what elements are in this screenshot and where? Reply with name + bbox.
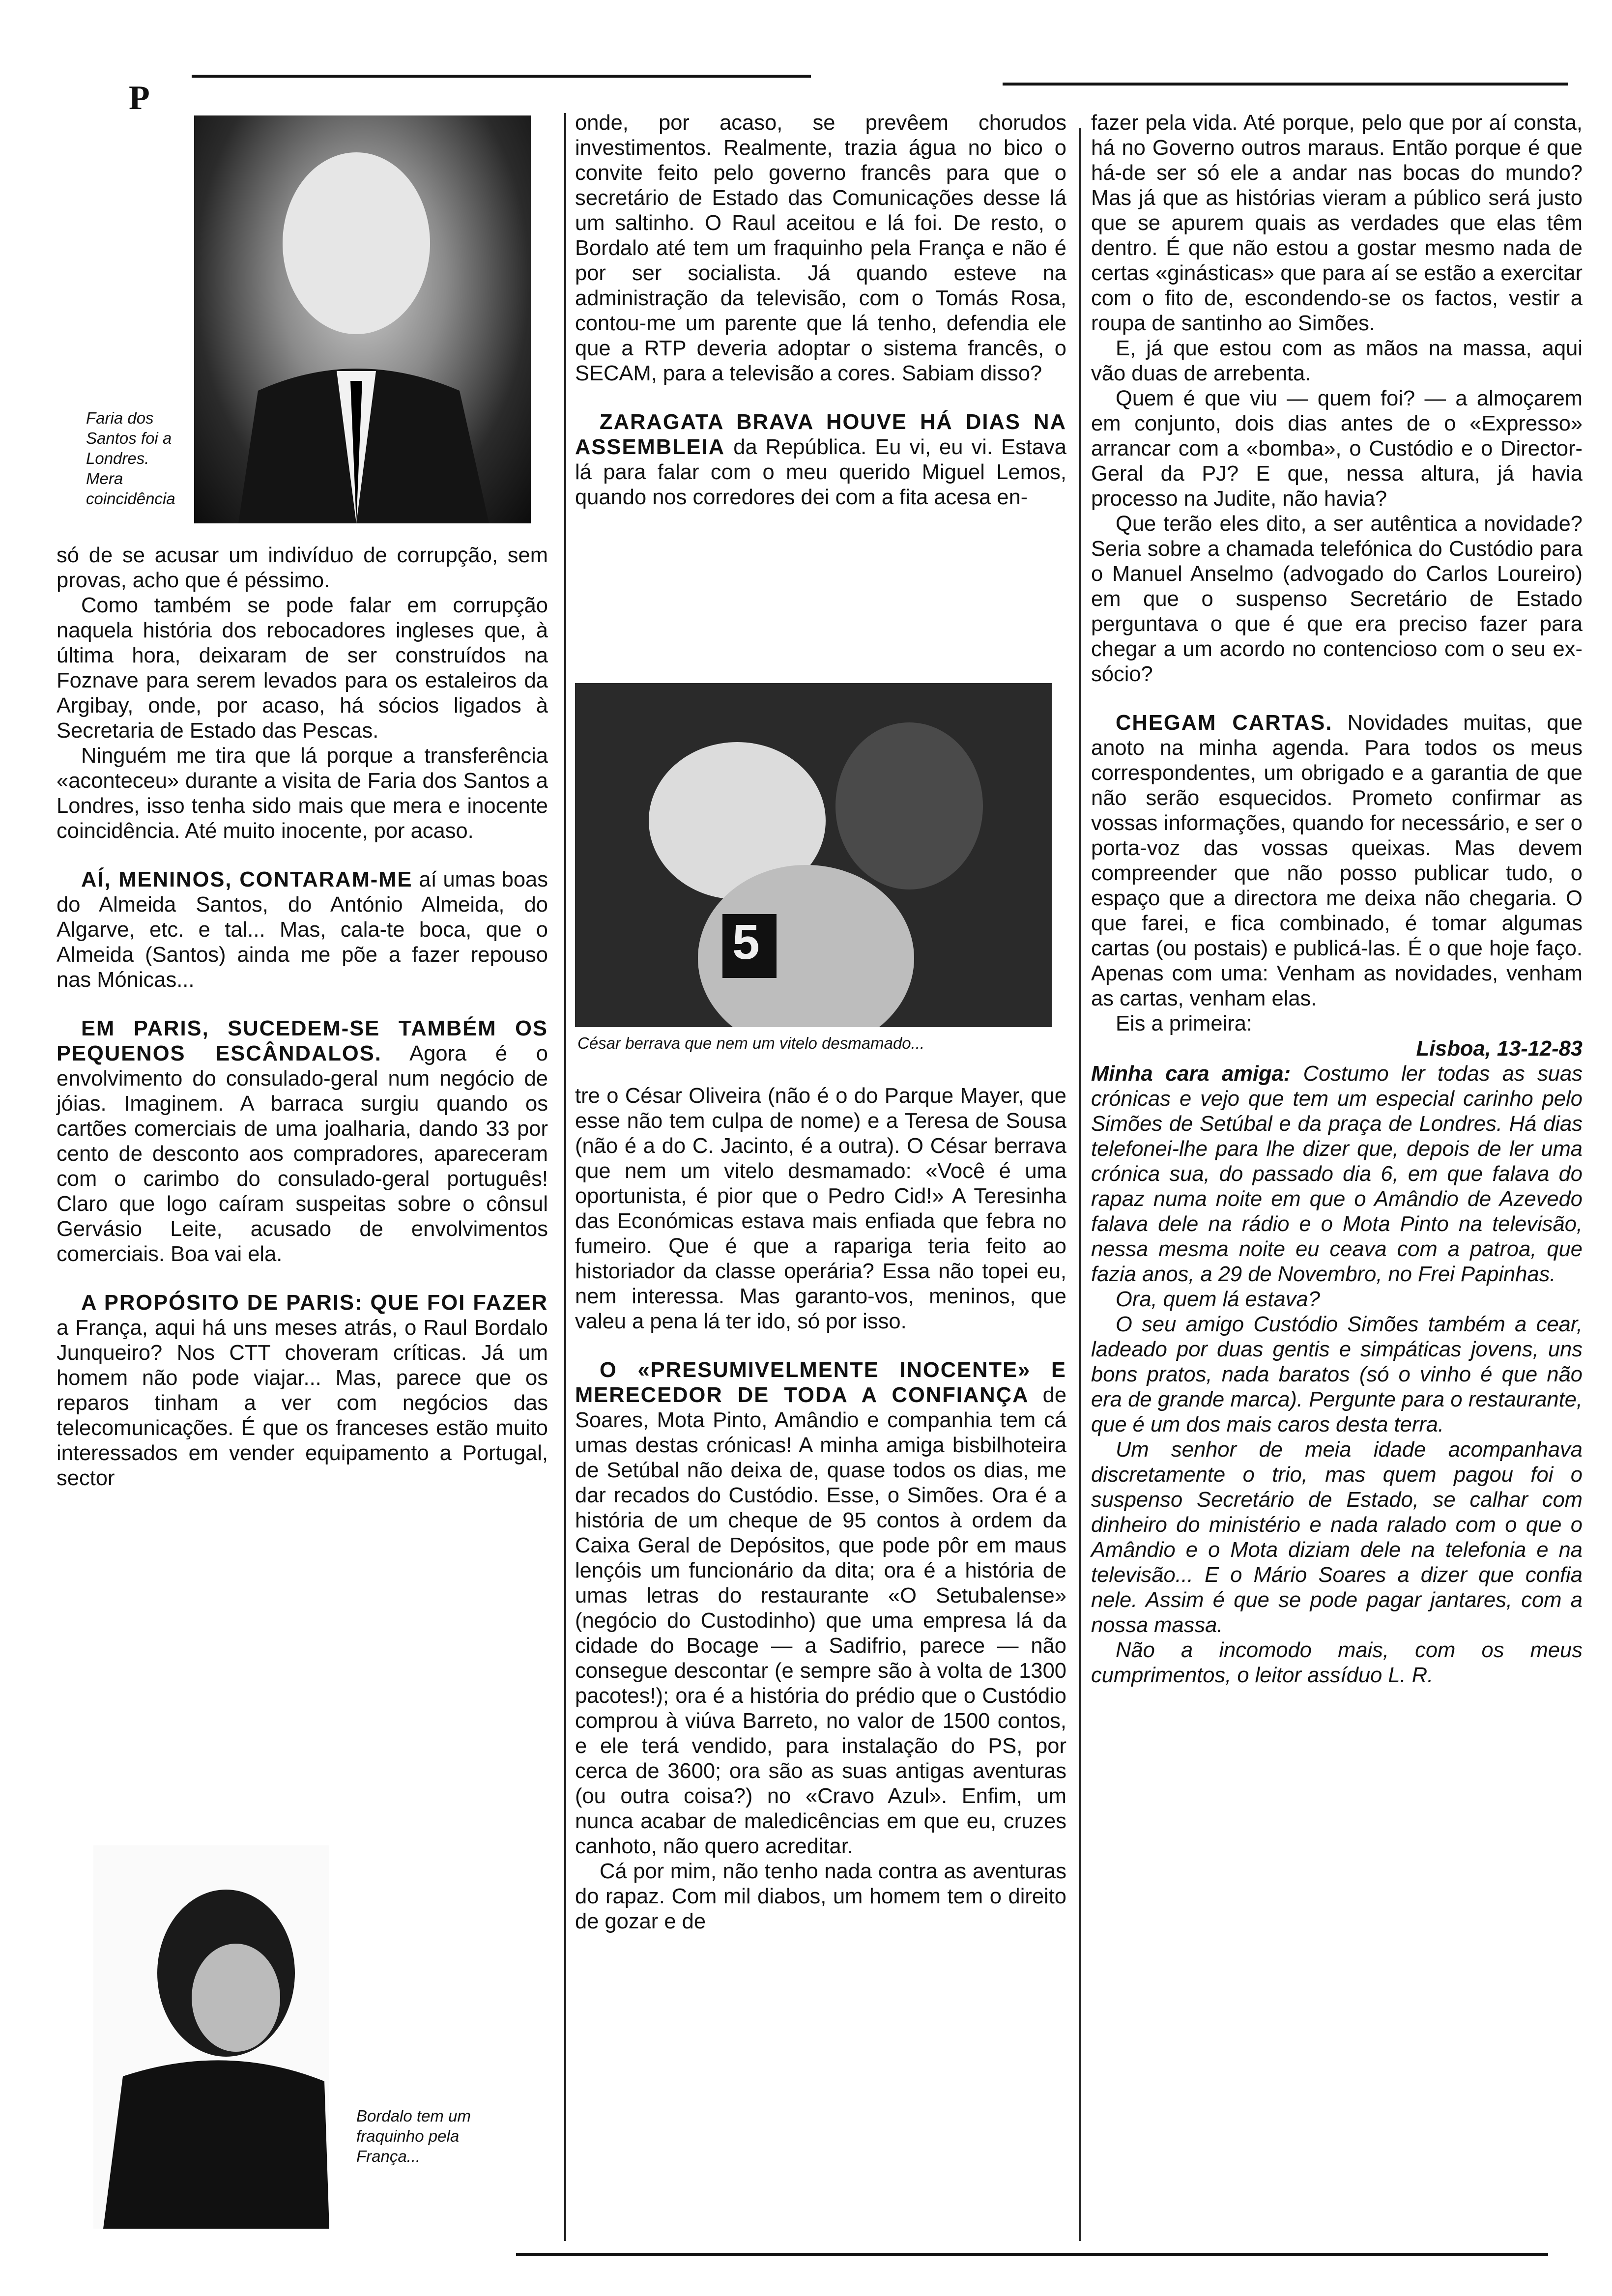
letter-signoff: Não a incomodo mais, com os meus cumprimentos, o leitor assíduo L. R.: [1091, 1638, 1583, 1687]
col3-paragraph-4: Que terão eles dito, a ser autêntica a novidade? Seria sobre a chamada telefónica do Custódio para o Manuel Anselmo (advogado do Carlos Loureiro) em que o suspenso Secretário de Estado perguntava o que é que era preciso fazer para chegar a um acordo no contencioso com o seu ex-sócio?: [1091, 512, 1583, 686]
col1-paragraph-1: só de se acusar um indivíduo de corrupção, sem provas, acho que é péssimo.: [57, 544, 548, 592]
photo-caption-cesar: César berrava que nem um vitelo desmamado...: [577, 1034, 925, 1052]
column-rule-2: [1079, 128, 1081, 2241]
letter-body-4: Um senhor de meia idade acompanhava discretamente o trio, mas quem pagou foi o suspenso Secretário de Estado, se calhar com dinheiro do ministério e nada ralado com o que o Amândio e o Mota diziam dele na telefonia e na televisão... E o Mário Soares a dizer que confia nele. Assim é que se pode pagar jantares, com a nossa massa.: [1091, 1438, 1583, 1637]
col3-paragraph-5: Eis a primeira:: [1116, 1012, 1252, 1035]
col2-section-confianca: [575, 1358, 1066, 1859]
column-2: [575, 111, 1066, 510]
col1-paragraph-2: Como também se pode falar em corrupção naquela história dos rebocadores ingleses que, à última hora, deixaram de ser construídos na Foznave para serem levados para os estaleiros da Argibay, onde, por acaso, há sócios ligados à Secretaria de Estado das Pescas.: [57, 594, 548, 743]
crowd-scene-icon: [575, 683, 1052, 1027]
col3-paragraph-3: Quem é que viu — quem foi? — a almoçarem em conjunto, dois dias antes de o «Expresso» arrancar com a «bomba», o Custódio e o Director-Geral da PJ? E que, nessa altura, já havia processo na Judite, não havia?: [1091, 387, 1583, 511]
letter-body-2: Ora, quem lá estava?: [1116, 1288, 1320, 1311]
col1-section-bordalo: [57, 1291, 548, 1491]
col3-paragraph-2: E, já que estou com as mãos na massa, aqui vão duas de arrebenta.: [1091, 337, 1583, 385]
section-heading-meninos: AÍ, MENINOS, CONTARAM-ME: [81, 868, 413, 891]
col1-paragraph-3: Ninguém me tira que lá porque a transferência «aconteceu» durante a visita de Faria dos Santos a Londres, isso tenha sido mais que mera e inocente coincidência. Até muito inocente, por acaso.: [57, 744, 548, 843]
top-rule-right: [1003, 83, 1568, 86]
column-2-lower: [575, 1084, 1066, 1934]
col1-section-paris: [57, 1016, 548, 1267]
column-rule-1: [564, 113, 566, 2241]
col3-section-cartas: [1091, 711, 1583, 1011]
section-heading-bordalo: A PROPÓSITO DE PARIS: QUE FOI FAZER: [81, 1291, 548, 1315]
photo-faria-dos-santos: [194, 115, 531, 523]
section-body-bordalo: a França, aqui há uns meses atrás, o Raul Bordalo Junqueiro? Nos CTT choveram críticas. Já um homem não pode viajar... Mas, parece que os reparos tinham a ver com negócios das telecomunicações. É que os franceses estão muito interessados em vender equipamento a Portugal, sector: [57, 1316, 548, 1490]
top-rule-left: [192, 75, 811, 78]
letter-salutation: Minha cara amiga:: [1091, 1062, 1291, 1086]
photo-caption-faria: Faria dos Santos foi a Londres. Mera coincidência: [86, 409, 175, 508]
jersey-number: 5: [732, 915, 760, 970]
section-body-cartas: Novidades muitas, que anoto na minha agenda. Para todos os meus correspondentes, um obrigado e a garantia de que não serão esquecidos. Prometo confirmar as vossas informações, quando for necessário, e ser o porta-voz das vossas queixas. Mas devem compreender que não posso publicar tudo, o espaço que a directora me deixa não chegaria. O que farei, e fica combinado, é tomar algumas cartas (ou postais) e publicá-las. É o que hoje faço. Apenas com uma: Venham as novidades, venham as cartas, venham elas.: [1091, 711, 1583, 1010]
letter-dateline: Lisboa, 13-12-83: [1416, 1037, 1583, 1061]
column-1: [57, 543, 548, 1491]
col2-paragraph-3: Cá por mim, não tenho nada contra as aventuras do rapaz. Com mil diabos, um homem tem o direito de gozar e de: [575, 1860, 1066, 1933]
portrait-silhouette-icon: [93, 1845, 329, 2229]
col1-section-almeida: [57, 867, 548, 993]
letter-body-1: Costumo ler todas as suas crónicas e vejo que tem um especial carinho pelo Simões de Setúbal e da praça de Londres. Há dias telefonei-lhe para lhe dizer que, depois de ler uma crónica sua, do passado dia 6, em que falava do rapaz numa noite em que o Amândio de Azevedo falava dele na rádio e o Mota Pinto na televisão, nessa mesma noite eu ceava com a patroa, que fazia anos, a 29 de Novembro, no Frei Papinhas.: [1091, 1062, 1583, 1286]
col2-section-zaragata: [575, 410, 1066, 510]
section-heading-zaragata: ZARAGATA BRAVA HOUVE HÁ DIAS NA ASSEMBLEIA: [575, 410, 1066, 459]
portrait-silhouette-icon: [194, 115, 531, 523]
section-body-meninos: aí umas boas do Almeida Santos, do António Almeida, do Algarve, etc. e tal... Mas, cala-te boca, que o Almeida (Santos) ainda me põe a fazer repouso nas Mónicas...: [57, 868, 548, 992]
column-3: [1091, 111, 1583, 1688]
letter-opening: [1091, 1062, 1583, 1287]
col2-paragraph-2: tre o César Oliveira (não é o do Parque Mayer, que esse não tem culpa de nome) e a Teresa de Sousa (não é a do C. Jacinto, é a outra). O César berrava que nem um vitelo desmamado: «Você é uma oportunista, é pior que o Pedro Cid!» A Teresinha das Económicas estava mais enfiada que febra no fumeiro. Que é que a rapariga teria feito ao historiador da classe operária? Essa não topei eu, nem interessa. Mas garanto-vos, meninos, que valeu a pena lá ter ido, só por isso.: [575, 1084, 1066, 1333]
section-heading-cartas: CHEGAM CARTAS.: [1116, 711, 1333, 735]
section-body-confianca: de Soares, Mota Pinto, Amândio e companhia tem cá umas destas crónicas! A minha amiga bisbilhoteira de Setúbal não deixa de, quase todos os dias, me dar recados do Custódio. Esse, o Simões. Ora é a história de um cheque de 95 contos à ordem da Caixa Geral de Depósitos, que pode pôr em maus lençóis um funcionário da dita; ora é a história de umas letras do restaurante «O Setubalense» (negócio do Custodinho) que uma empresa lá da cidade do Bocage — a Sadifrio, parece — não consegue descontar (e sempre são à volta de 1300 pacotes!); ora é a história do prédio que o Custódio comprou à viúva Barreto, no valor de 1500 contos, e ele terá vendido, para instalação do PS, por cerca de 3600; ora são as suas antigas aventuras (ou outra coisa?) no «Cravo Azul». Enfim, um nunca acabar de maledicências em que eu, cruzes canhoto, não quero acreditar.: [575, 1383, 1067, 1858]
bottom-rule: [516, 2253, 1548, 2256]
section-heading-paris: EM PARIS, SUCEDEM-SE TAMBÉM OS PEQUENOS ESCÂNDALOS.: [57, 1017, 548, 1065]
section-body-zaragata: da República. Eu vi, eu vi. Estava lá para falar com o meu querido Miguel Lemos, quando nos corredores dei com a fita acesa en-: [575, 435, 1066, 509]
col2-paragraph-1: onde, por acaso, se prevêem chorudos investimentos. Realmente, trazia água no bico o convite feito pelo governo francês para que o secretário de Estado das Comunicações desse lá um saltinho. O Raul aceitou e lá foi. De resto, o Bordalo até tem um fraquinho pela França e não é por ser socialista. Já quando esteve na administração da televisão, com o Tomás Rosa, contou-me um parente que lá tenho, defendia ele que a RTP deveria adoptar o sistema francês, o SECAM, para a televisão a cores. Sabiam disso?: [575, 111, 1066, 385]
section-body-paris: Agora é o envolvimento do consulado-geral num negócio de jóias. Imaginem. A barraca surgiu quando os cartões comerciais de uma joalharia, dando 33 por cento de desconto aos compradores, apareceram com o carimbo do consulado-geral português! Claro que logo caíram suspeitas sobre o cônsul Gervásio Leite, acusado de envolvimentos comerciais. Boa vai ela.: [57, 1042, 548, 1266]
section-heading-confianca: O «PRESUMIVELMENTE INOCENTE» E MERECEDOR DE TODA A CONFIANÇA: [575, 1358, 1066, 1407]
col3-paragraph-1: fazer pela vida. Até porque, pelo que por aí consta, há no Governo outros maraus. Então porque é que há-de ser só ele a andar nas bocas do mundo? Mas já que as histórias vieram a público será justo que se apurem quais as verdades que elas têm dentro. É que não estou a gostar mesmo nada de certas «ginásticas» que para aí se estão a exercitar com o fito de, escondendo-se os factos, vestir a roupa de santinho ao Simões.: [1091, 111, 1583, 335]
letter-body-3: O seu amigo Custódio Simões também a cear, ladeado por duas gentis e simpáticas jovens, uns bons pratos, nada baratos (só o vinho é que não era de grande marca). Pergunte para o restaurante, que é um dos mais caros desta terra.: [1091, 1313, 1583, 1436]
top-left-mark: P: [129, 79, 150, 117]
photo-bordalo: [93, 1845, 329, 2229]
photo-assembleia: [575, 683, 1052, 1027]
photo-caption-bordalo: Bordalo tem um fraquinho pela França...: [356, 2107, 471, 2165]
